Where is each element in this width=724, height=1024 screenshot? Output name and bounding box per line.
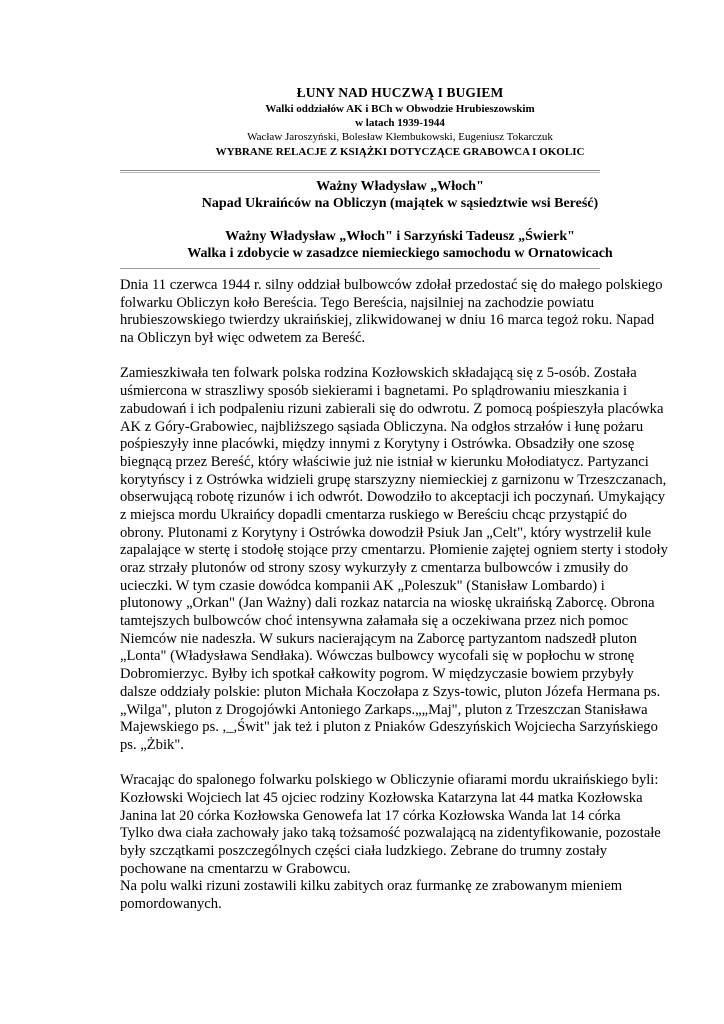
text-line: uśmiercona w straszliwy sposób siekierami i bagnetami. Po splądrowaniu mieszkania i — [120, 383, 628, 400]
book-title: ŁUNY NAD HUCZWĄ I BUGIEM — [296, 85, 504, 100]
text-line: tamtejszych bulbowców choć intensywna załamała się a oczekiwana przez nich pomoc — [120, 613, 629, 630]
paragraph — [120, 365, 700, 754]
section2-title: Walka i zdobycie w zasadzce niemieckiego samochodu w Ornatowicach — [187, 246, 613, 261]
text-line: zabudowań i ich podpaleniu rizuni zabierali się do odwrotu. Z pomocą pośpieszyła placówka — [120, 400, 664, 417]
selection-note: WYBRANE RELACJE Z KSIĄŻKI DOTYCZĄCE GRABOWCA I OKOLIC — [215, 146, 585, 158]
book-authors: Wacław Jaroszyński, Bolesław Kłembukowski, Eugeniusz Tokarczuk — [247, 131, 553, 143]
text-line: plutonowy „Orkan" (Jan Ważny) dali rozkaz natarcia na wioskę ukraińską Zaborcę. Obrona — [120, 595, 655, 612]
text-line: obserwującą robotę rizunów i ich odwrót. Dowodziło to akceptacji ich poczynań. Umykający — [120, 489, 666, 506]
body-divider — [120, 268, 600, 269]
text-line: ucieczki. W tym czasie dowódca kompanii AK „Poleszuk" (Stanisław Lombardo) i — [120, 577, 605, 594]
text-line: ps. „Żbik". — [120, 736, 184, 753]
text-line: Na polu walki rizuni zostawili kilku zabitych oraz furmankę ze zrabowanym mieniem — [120, 878, 623, 895]
text-line: Dobromierzyc. Byłby ich spotkał całkowity pogrom. W międzyczasie bowiem przybyły — [120, 666, 634, 683]
text-line: „Lonta" (Władysława Sendłaka). Wówczas bulbowcy wycofali się w popłochu w stronę — [120, 648, 635, 665]
section1-title: Napad Ukraińców na Obliczyn (majątek w sąsiedztwie wsi Bereść) — [201, 196, 599, 211]
text-line: pośpieszyły inne placówki, między innymi z Korytyny i Ostrówka. Obsadziły one szosę — [120, 436, 635, 453]
text-line: folwarku Obliczyn koło Bereścia. Tego Bereścia, najsilniej na zachodzie powiatu — [120, 294, 595, 311]
paragraph — [120, 772, 700, 914]
text-line: Wracając do spalonego folwarku polskiego w Obliczynie ofiarami mordu ukraińskiego byli: — [120, 772, 659, 789]
text-line: obrony. Plutonami z Korytyny i Ostrówka dowodził Psiuk Jan „Celt", który wystrzelił kule — [120, 524, 652, 541]
paragraph — [120, 277, 700, 348]
paragraph-gap — [120, 348, 700, 366]
text-line: Majewskiego ps. ,_,Świt" jak też i pluton z Pniaków Gdeszyńskich Wojciecha Sarzyńskiego — [120, 719, 658, 736]
text-line: były szczątkami poszczególnych części ciała ludzkiego. Zebrane do trumny zostały — [120, 843, 608, 859]
section1-author: Ważny Władysław „Włoch" — [316, 179, 484, 194]
text-line: z miejsca mordu Ukraińcy dopadli cmentarza ruskiego w Bereściu chcąc przystąpić do — [120, 506, 627, 523]
text-line: AK z Góry-Grabowiec, najbliższego sąsiada Obliczyna. Na odgłos strzałów i łunę pożaru — [120, 418, 644, 435]
text-line: Janina lat 20 córka Kozłowska Genowefa lat 17 córka Kozłowska Wanda lat 14 córka — [120, 807, 621, 824]
text-line: zapalające w stertę i stodołę stojące przy cmentarzu. Płomienie zajętej ogniem sterty i stodoły — [120, 542, 668, 559]
text-line: dalsze oddziały polskie: pluton Michała Koczołapa z Szys-towic, pluton Józefa Hermana ps. — [120, 683, 661, 700]
paragraph-gap — [120, 755, 700, 773]
text-line: Kozłowski Wojciech lat 45 ojciec rodziny Kozłowska Katarzyna lat 44 matka Kozłowska — [120, 789, 643, 806]
book-subtitle-line2: w latach 1939-1944 — [355, 117, 445, 129]
text-line: korytyńscy i z Ostrówka widzieli grupę starszyzny niemieckiej z garnizonu w Trzeszczanach, — [120, 471, 667, 488]
text-line: Tylko dwa ciała zachowały jako taką tożsamość pozwalającą na zidentyfikowanie, pozostałe — [120, 825, 661, 842]
text-line: na Obliczyn był więc odwetem za Bereść. — [120, 330, 366, 347]
text-line: oraz strzały plutonów od strony szosy wykurzyły z cmentarza bulbowców i zmusiły do — [120, 560, 629, 576]
text-line: „Wilga", pluton z Drogojówki Antoniego Zarkaps.„„Maj", pluton z Trzeszczan Stanisława — [120, 701, 648, 718]
text-line: biegnącą przez Bereść, który właściwie już nie istniał w kierunku Mołodiatycz. Partyzanci — [120, 453, 649, 470]
text-line: Zamieszkiwała ten folwark polska rodzina Kozłowskich składającą się z 5-osób. Została — [120, 365, 637, 382]
header-divider — [120, 170, 600, 173]
text-line: Dnia 11 czerwca 1944 r. silny oddział bulbowców zdołał przedostać się do małego polskiego — [120, 277, 663, 293]
text-line: pomordowanych. — [120, 896, 222, 913]
section2-authors: Ważny Władysław „Włoch" i Sarzyński Tadeusz „Świerk" — [225, 229, 575, 244]
text-line: pochowane na cmentarzu w Grabowcu. — [120, 860, 351, 877]
body-text — [120, 277, 700, 914]
text-line: Niemców nie nadeszła. W sukurs nacierającym na Zaborcę partyzantom nadszedł pluton — [120, 630, 637, 647]
book-subtitle-line1: Walki oddziałów AK i BCh w Obwodzie Hrubieszowskim — [265, 103, 535, 115]
text-line: hrubieszowskiego twierdzy ukraińskiej, zlikwidowanej w dniu 16 marca tegoż roku. Napad — [120, 312, 655, 329]
